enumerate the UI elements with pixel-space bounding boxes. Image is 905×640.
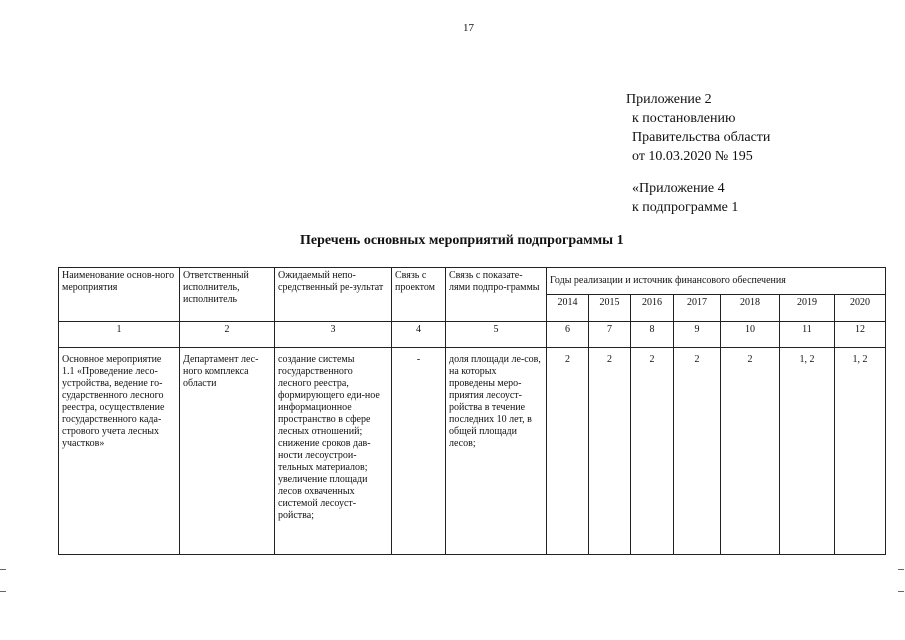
appendix-sub-line-1: «Приложение 4 [632, 181, 725, 196]
column-number: 9 [674, 322, 721, 348]
column-number: 7 [589, 322, 631, 348]
appendix-line-1: Приложение 2 [626, 92, 712, 107]
measures-table [58, 267, 886, 555]
column-number: 2 [180, 322, 275, 348]
document-title: Перечень основных мероприятий подпрограммы 1 [300, 233, 624, 248]
row-responsible: Департамент лес-ного комплекса области [180, 348, 275, 555]
row-result: создание системы государственного лесного реестра, формирующего еди-ное информационное пространство в сфере лесных отношений; снижение сроков дав-ности лесоустрои-тельных материалов; увеличение площади лесов охваченных системой лесоуст-ройства; [275, 348, 392, 555]
header-indicator-link: Связь с показате-лями подпро-граммы [446, 268, 547, 322]
header-year: 2017 [674, 295, 721, 322]
row-project-link: - [392, 348, 446, 555]
header-year: 2016 [631, 295, 674, 322]
page-number: 17 [463, 22, 474, 34]
row-year-value: 2 [674, 348, 721, 555]
column-number: 10 [721, 322, 780, 348]
column-number: 4 [392, 322, 446, 348]
header-years-group: Годы реализации и источник финансового обеспечения [547, 268, 886, 295]
column-number: 5 [446, 322, 547, 348]
row-name: Основное мероприятие 1.1 «Проведение лесо-устройства, ведение го-сударственного лесного реестра, осуществление государственного када-стрового учета лесных участков» [59, 348, 180, 555]
table-row [59, 348, 886, 555]
row-year-value: 2 [721, 348, 780, 555]
header-year: 2015 [589, 295, 631, 322]
column-number: 11 [780, 322, 835, 348]
column-number: 6 [547, 322, 589, 348]
column-number: 12 [835, 322, 886, 348]
scan-mark [898, 591, 904, 592]
scan-mark [898, 569, 904, 570]
row-year-value: 1, 2 [780, 348, 835, 555]
appendix-line-3: Правительства области [632, 130, 771, 145]
header-responsible: Ответственный исполнитель, исполнитель [180, 268, 275, 322]
header-year: 2019 [780, 295, 835, 322]
scan-mark [0, 591, 6, 592]
column-number: 3 [275, 322, 392, 348]
appendix-header [626, 90, 770, 166]
appendix-sub-header [632, 179, 738, 217]
header-name: Наименование основ-ного мероприятия [59, 268, 180, 322]
row-year-value: 2 [547, 348, 589, 555]
header-year: 2020 [835, 295, 886, 322]
header-year: 2014 [547, 295, 589, 322]
appendix-sub-line-2: к подпрограмме 1 [632, 200, 739, 215]
scan-mark [0, 569, 6, 570]
header-result: Ожидаемый непо-средственный ре-зультат [275, 268, 392, 322]
row-year-value: 2 [589, 348, 631, 555]
row-year-value: 1, 2 [835, 348, 886, 555]
appendix-line-4: от 10.03.2020 № 195 [632, 149, 753, 164]
appendix-line-2: к постановлению [632, 111, 736, 126]
header-project-link: Связь с проектом [392, 268, 446, 322]
column-number: 1 [59, 322, 180, 348]
header-year: 2018 [721, 295, 780, 322]
column-number: 8 [631, 322, 674, 348]
row-year-value: 2 [631, 348, 674, 555]
row-indicator-link: доля площади ле-сов, на которых проведены меро-приятия лесоуст-ройства в течение последних 10 лет, в общей площади лесов; [446, 348, 547, 555]
